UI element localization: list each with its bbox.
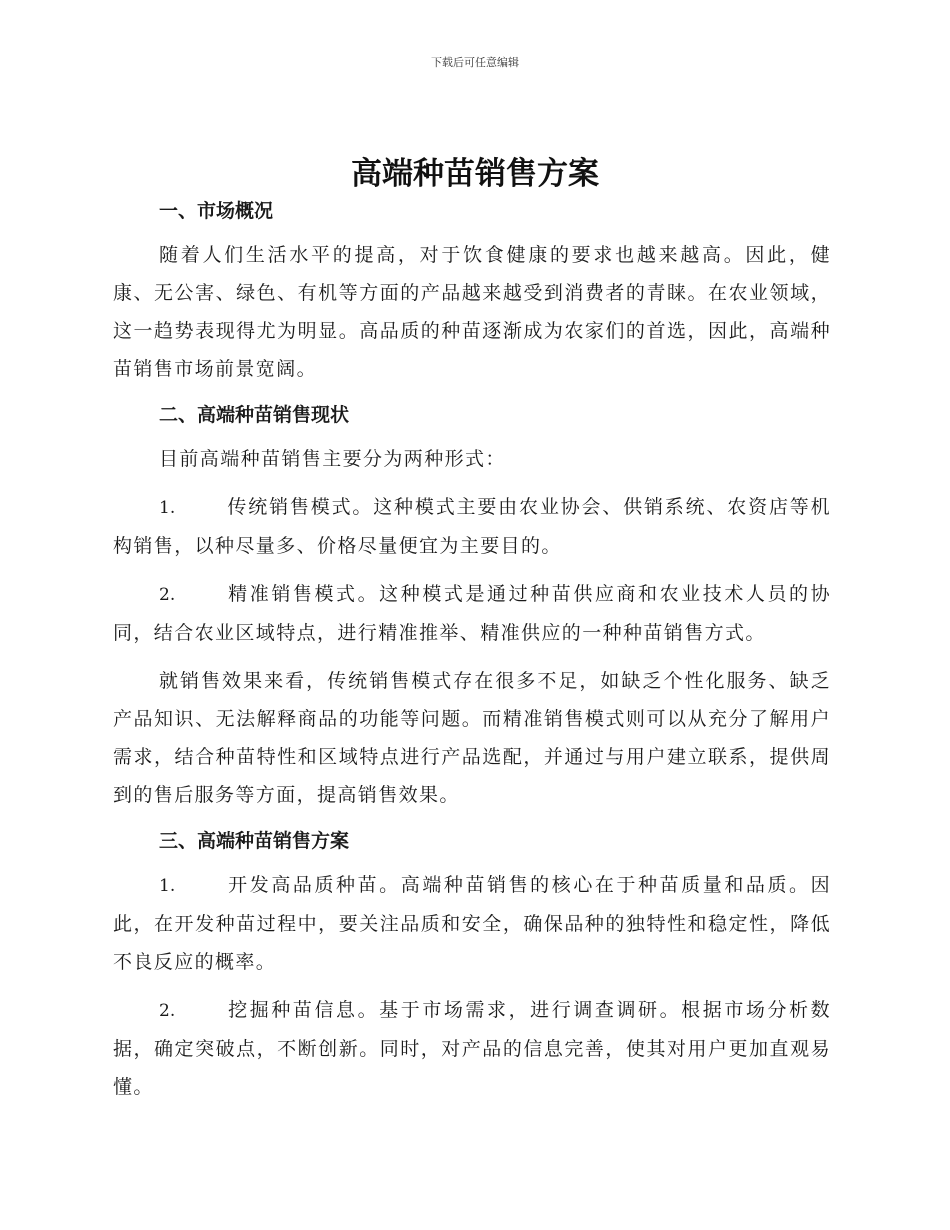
list-item-text: 传统销售模式。这种模式主要由农业协会、供销系统、农资店等机构销售，以种尽量多、价格尽量便宜为主要目的。 [113,496,831,557]
list-item [113,991,831,1106]
list-item-number: 1. [159,498,176,518]
section-heading-market-overview: 一、市场概况 [159,200,274,222]
page-header-note: 下载后可任意编辑 [431,56,519,69]
list-item-text: 挖掘种苗信息。基于市场需求，进行调查调研。根据市场分析数据，确定突破点，不断创新。同时，对产品的信息完善，使其对用户更加直观易懂。 [113,999,831,1098]
paragraph-status-intro: 目前高端种苗销售主要分为两种形式： [159,448,506,470]
list-item-text: 开发高品质种苗。高端种苗销售的核心在于种苗质量和品质。因此，在开发种苗过程中，要关注品质和安全，确保品种的独特性和稳定性，降低不良反应的概率。 [113,874,831,973]
section-heading-sales-plan: 三、高端种苗销售方案 [159,830,350,852]
list-item-number: 2. [159,1001,176,1021]
list-item [113,575,831,652]
list-item [113,488,831,565]
document-title: 高端种苗销售方案 [351,156,599,192]
list-item [113,866,831,981]
document-body [113,196,831,1106]
paragraph-sales-effect: 就销售效果来看，传统销售模式存在很多不足，如缺乏个性化服务、缺乏产品知识、无法解释商品的功能等问题。而精准销售模式则可以从充分了解用户需求，结合种苗特性和区域特点进行产品选配，并通过与用户建立联系，提供周到的售后服务等方面，提高销售效果。 [113,670,831,806]
section-heading-current-status: 二、高端种苗销售现状 [159,404,350,426]
list-item-number: 1. [159,876,176,896]
list-item-text: 精准销售模式。这种模式是通过种苗供应商和农业技术人员的协同，结合农业区域特点，进行精准推举、精准供应的一种种苗销售方式。 [113,583,831,644]
list-item-number: 2. [159,585,176,605]
paragraph-market-overview: 随着人们生活水平的提高，对于饮食健康的要求也越来越高。因此，健康、无公害、绿色、有机等方面的产品越来越受到消费者的青睐。在农业领域，这一趋势表现得尤为明显。高品质的种苗逐渐成为农家们的首选，因此，高端种苗销售市场前景宽阔。 [113,244,831,380]
